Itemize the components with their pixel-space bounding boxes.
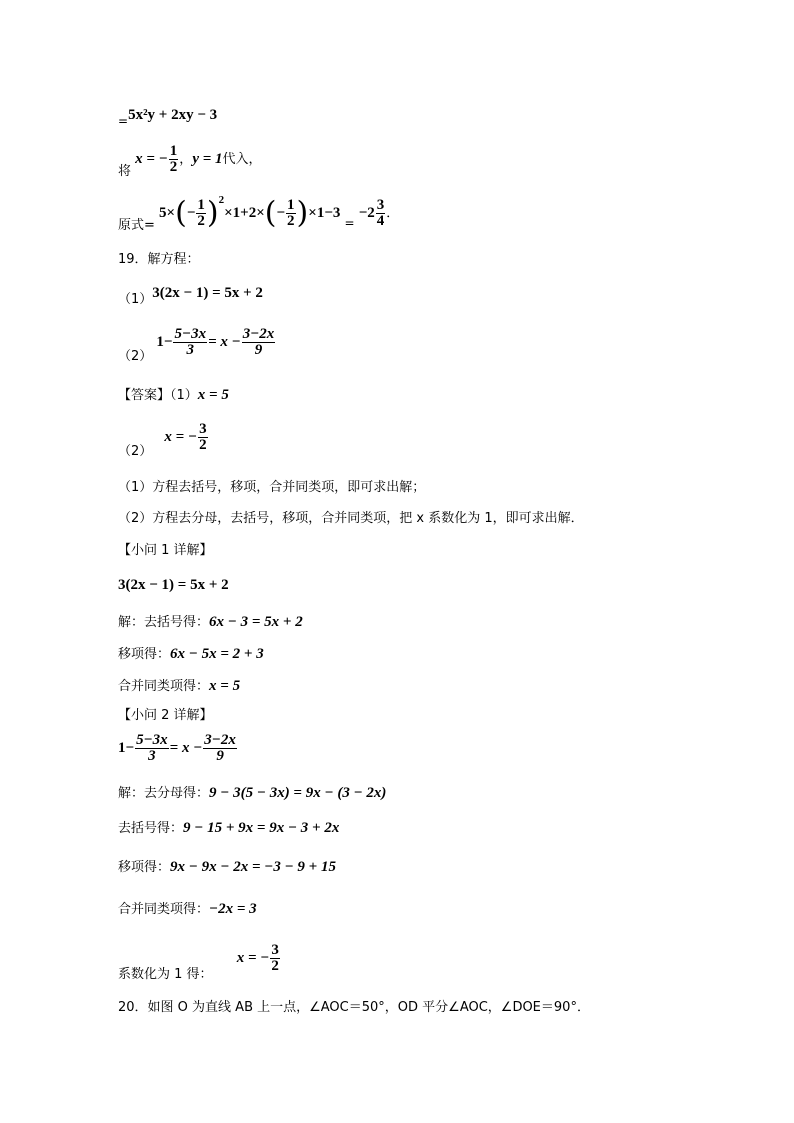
step-label: 解：去括号得： — [118, 615, 210, 630]
fraction-numerator: 5−3x — [136, 732, 168, 748]
sub-question-2-title: 【小问 2 详解】 — [118, 708, 213, 723]
step-remove-brackets-2 — [118, 820, 339, 837]
step-coefficient-to-one — [118, 943, 281, 983]
separator: ， — [179, 152, 193, 167]
minus-sign: − — [186, 205, 196, 221]
substitution-suffix: 代入， — [222, 152, 262, 167]
step-label: 解：去分母得： — [118, 786, 210, 801]
expression-line — [118, 107, 217, 129]
fraction-left — [173, 327, 207, 358]
analysis-2: （2）方程去分母，去括号，移项，合并同类项，把 x 系数化为 1，即可求出解． — [118, 511, 584, 526]
equals-x-minus: = x − — [208, 334, 241, 350]
right-paren: ) — [206, 195, 219, 231]
result-fraction — [376, 198, 386, 229]
sub-question-1-equation: 3(2x − 1) = 5x + 2 — [118, 577, 229, 593]
term-five-times: 5× — [159, 205, 176, 221]
fraction-left — [135, 733, 169, 764]
step-remove-brackets — [118, 614, 303, 631]
right-paren: ) — [296, 195, 309, 231]
equals-x-minus: = x − — [169, 740, 203, 756]
original-expression-label: 原式= — [118, 218, 155, 233]
step-combine-terms-2 — [118, 901, 257, 918]
fraction-numerator: 3 — [376, 197, 385, 213]
minus-sign: − — [276, 205, 286, 221]
problem-2-label: （2） — [118, 349, 153, 364]
step-clear-denominator — [118, 785, 386, 802]
step-move-terms-2 — [118, 859, 336, 876]
sub-question-2-equation — [118, 733, 238, 764]
question-19-title: 19．解方程： — [118, 252, 200, 267]
step-label: 系数化为 1 得： — [118, 967, 213, 982]
answer-label: 【答案】（1） — [118, 388, 198, 403]
answer-line — [118, 387, 229, 404]
problem-2 — [118, 327, 276, 365]
step-equation: 9x − 9x − 2x = −3 − 9 + 15 — [170, 859, 336, 875]
question-20: 20．如图 O 为直线 AB 上一点，∠AOC＝50°，OD 平分∠AOC，∠DOE＝90°． — [118, 1000, 590, 1015]
problem-1 — [118, 285, 263, 308]
sub-question-1-title: 【小问 1 详解】 — [118, 543, 213, 558]
fraction-right — [242, 327, 276, 358]
fraction-numerator: 3 — [271, 942, 279, 958]
answer-2-fraction — [198, 422, 208, 453]
one-minus: 1− — [118, 740, 135, 756]
step-equation: 9 − 3(5 − 3x) = 9x − (3 − 2x) — [209, 785, 387, 801]
fraction-numerator: 3−2x — [242, 326, 275, 342]
fraction-denominator: 2 — [287, 213, 295, 229]
analysis-1: （1）方程去括号，移项，合并同类项，即可求出解； — [118, 480, 426, 495]
evaluation-line — [118, 192, 399, 234]
step-equation: −2x = 3 — [209, 901, 257, 917]
equals-sign: = — [344, 216, 355, 230]
step-label: 合并同类项得： — [118, 679, 210, 694]
substitution-prefix: 将 — [118, 164, 132, 179]
answer-1: x = 5 — [197, 387, 229, 403]
substitution-line — [118, 144, 262, 180]
answer-2-line — [118, 422, 209, 460]
step-equation: 9 − 15 + 9x = 9x − 3 + 2x — [183, 820, 340, 836]
term-times-one-minus: ×1−3 — [308, 205, 341, 221]
fraction-denominator: 2 — [271, 958, 279, 974]
one-minus: 1− — [156, 334, 173, 350]
step-label: 合并同类项得： — [118, 902, 210, 917]
answer-2-x: x = − — [164, 429, 198, 445]
x-value: x = − — [135, 151, 168, 167]
fraction-denominator: 9 — [216, 748, 224, 764]
fraction-numerator: 5−3x — [174, 326, 207, 342]
equals-sign: = — [118, 114, 129, 128]
fraction-denominator: 3 — [148, 748, 156, 764]
fraction-denominator: 3 — [186, 342, 195, 358]
fraction-denominator: 9 — [254, 342, 263, 358]
term-times-one-plus: ×1+2× — [224, 205, 265, 221]
x-value-fraction — [169, 144, 179, 175]
step-equation: 6x − 3 = 5x + 2 — [209, 614, 303, 630]
exponent: 2 — [218, 194, 225, 206]
step-equation-fraction — [270, 943, 280, 974]
result-whole: −2 — [358, 205, 375, 221]
fraction-denominator: 2 — [199, 437, 207, 453]
fraction-numerator: 1 — [287, 197, 295, 213]
fraction-denominator: 2 — [197, 213, 205, 229]
fraction-right — [203, 733, 237, 764]
step-label: 移项得： — [118, 647, 171, 662]
y-value: y = 1 — [192, 151, 223, 167]
period: ． — [386, 206, 400, 221]
fraction-numerator: 1 — [169, 143, 178, 159]
fraction-denominator: 2 — [169, 159, 178, 175]
fraction-half — [196, 198, 206, 229]
problem-1-equation: 3(2x − 1) = 5x + 2 — [152, 285, 263, 301]
fraction-numerator: 3 — [199, 421, 207, 437]
answer-2-label: （2） — [118, 444, 153, 459]
step-equation-x: x = − — [236, 950, 270, 966]
simplified-expression: 5x²y + 2xy − 3 — [128, 107, 218, 123]
step-equation: x = 5 — [209, 678, 241, 694]
step-label: 移项得： — [118, 860, 171, 875]
left-paren: ( — [175, 195, 187, 231]
step-combine-terms — [118, 678, 240, 695]
step-equation: 6x − 5x = 2 + 3 — [170, 646, 264, 662]
step-label: 去括号得： — [118, 821, 184, 836]
fraction-denominator: 4 — [376, 213, 385, 229]
fraction-numerator: 1 — [197, 197, 205, 213]
left-paren: ( — [264, 195, 277, 231]
fraction-half — [286, 198, 296, 229]
step-move-terms — [118, 646, 264, 663]
problem-1-label: （1） — [118, 292, 153, 307]
fraction-numerator: 3−2x — [204, 732, 236, 748]
